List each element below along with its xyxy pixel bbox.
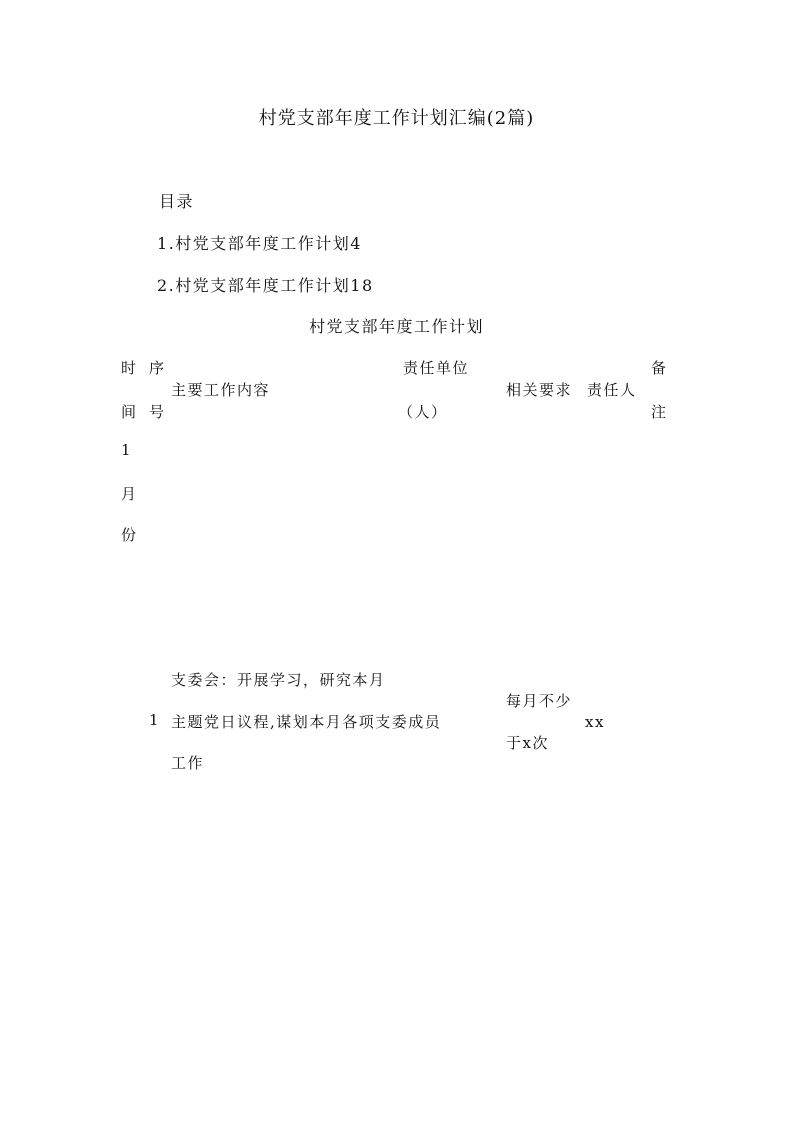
header-requirement: 相关要求 xyxy=(506,381,573,399)
toc-item-1[interactable]: 1.村党支部年度工作计划4 xyxy=(157,234,362,253)
header-seq-2: 号 xyxy=(149,403,166,421)
row-seq: 1 xyxy=(149,711,161,729)
header-time-2: 间 xyxy=(121,403,138,421)
header-note-2: 注 xyxy=(651,403,668,421)
row-person: xx xyxy=(585,713,605,731)
toc-heading: 目录 xyxy=(159,192,195,211)
header-note-1: 备 xyxy=(651,359,668,377)
month-line-1: 1 xyxy=(121,441,133,459)
section-title: 村党支部年度工作计划 xyxy=(308,317,484,336)
month-line-3: 份 xyxy=(121,526,138,544)
row-content-line-1: 支委会：开展学习，研究本月 xyxy=(171,671,386,689)
document-title: 村党支部年度工作计划汇编(2篇) xyxy=(258,108,535,129)
row-content-line-3: 工作 xyxy=(171,754,205,772)
header-person: 责任人 xyxy=(587,381,637,399)
row-requirement-line-1: 每月不少 xyxy=(506,692,573,710)
toc-item-2[interactable]: 2.村党支部年度工作计划18 xyxy=(157,276,374,295)
header-seq-1: 序 xyxy=(149,359,166,377)
header-time-1: 时 xyxy=(121,359,138,377)
month-line-2: 月 xyxy=(121,485,138,503)
header-unit-2: （人） xyxy=(398,403,448,421)
row-content-line-2: 主题党日议程,谋划本月各项支委成员 xyxy=(171,713,442,731)
header-unit-1: 责任单位 xyxy=(403,359,470,377)
row-requirement-line-2: 于x次 xyxy=(506,734,549,752)
header-content: 主要工作内容 xyxy=(171,381,271,399)
